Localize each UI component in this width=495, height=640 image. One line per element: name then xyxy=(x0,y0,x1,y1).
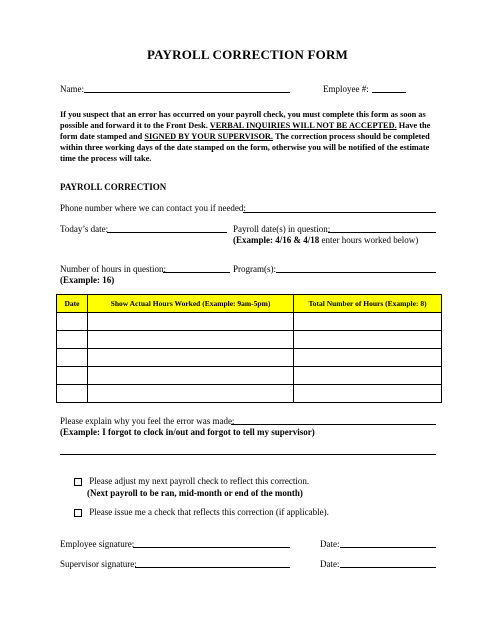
employee-signature-field[interactable] xyxy=(133,547,290,548)
name-label: Name: xyxy=(60,84,84,94)
total-hours-cell[interactable] xyxy=(294,385,442,403)
actual-hours-cell[interactable] xyxy=(88,313,294,331)
table-row xyxy=(57,367,442,385)
total-hours-cell[interactable] xyxy=(294,367,442,385)
supervisor-signature-field[interactable] xyxy=(135,567,290,568)
option-issue-check-text: Please issue me a check that reflects this correction (if applicable). xyxy=(89,507,329,517)
actual-hours-cell[interactable] xyxy=(88,331,294,349)
total-hours-cell[interactable] xyxy=(294,349,442,367)
todays-date-field[interactable] xyxy=(107,232,227,233)
table-header-row xyxy=(57,295,442,313)
date-cell[interactable] xyxy=(57,385,88,403)
total-hours-cell[interactable] xyxy=(294,331,442,349)
employee-number-field[interactable] xyxy=(372,92,406,93)
notice-supervisor: SIGNED BY YOUR SUPERVISOR. xyxy=(144,132,273,141)
explain-field[interactable] xyxy=(231,424,436,425)
name-field[interactable] xyxy=(84,92,290,93)
hours-label: Number of hours in question: xyxy=(60,264,166,274)
notice-text-1: If you suspect that an error has occurred on your payroll check, you must complete this form as soon as possible and forward it to the Front Desk. xyxy=(60,110,426,130)
table-row xyxy=(57,385,442,403)
explain-extra-line[interactable] xyxy=(60,454,436,455)
table-row xyxy=(57,331,442,349)
table-row xyxy=(57,313,442,331)
header-total-hours: Total Number of Hours (Example: 8) xyxy=(294,295,442,313)
phone-field[interactable] xyxy=(243,212,436,213)
header-date: Date xyxy=(57,295,88,313)
todays-date-label: Today’s date: xyxy=(60,224,109,234)
employee-number-label: Employee #: xyxy=(323,84,369,94)
adjust-next-checkbox[interactable] xyxy=(74,478,82,486)
option-adjust-next xyxy=(74,476,309,487)
payroll-dates-example xyxy=(233,235,418,246)
option-issue-check xyxy=(74,507,329,518)
issue-check-checkbox[interactable] xyxy=(74,509,82,517)
employee-signature-label: Employee signature: xyxy=(60,539,135,549)
hours-table xyxy=(56,294,442,403)
notice-paragraph xyxy=(60,109,445,164)
header-actual-hours: Show Actual Hours Worked (Example: 9am-5pm) xyxy=(88,295,294,313)
payroll-dates-example-tail: enter hours worked below) xyxy=(321,235,419,245)
payroll-dates-label: Payroll date(s) in question: xyxy=(233,224,331,234)
hours-example: (Example: 16) xyxy=(60,275,115,285)
program-label: Program(s): xyxy=(233,264,276,274)
actual-hours-cell[interactable] xyxy=(88,367,294,385)
phone-label: Phone number where we can contact you if needed: xyxy=(60,203,246,213)
total-hours-cell[interactable] xyxy=(294,313,442,331)
supervisor-signature-label: Supervisor signature: xyxy=(60,559,137,569)
notice-text-3: The correction process should be completed within three working days of the date stamped on the form, otherwise you will be notified of the estimate time the process will take. xyxy=(60,132,430,163)
payroll-dates-field[interactable] xyxy=(328,232,436,233)
actual-hours-cell[interactable] xyxy=(88,385,294,403)
supervisor-date-field[interactable] xyxy=(340,567,436,568)
option-adjust-next-note: (Next payroll to be ran, mid-month or end of the month) xyxy=(87,488,303,498)
supervisor-date-label: Date: xyxy=(320,559,340,569)
actual-hours-cell[interactable] xyxy=(88,349,294,367)
employee-date-field[interactable] xyxy=(340,547,436,548)
notice-text-2: Have the form date stamped and xyxy=(60,121,431,141)
form-title: PAYROLL CORRECTION FORM xyxy=(146,47,349,62)
explain-label: Please explain why you feel the error was made: xyxy=(60,416,235,426)
payroll-dates-example-bold: (Example: 4/16 & 4/18 xyxy=(233,235,320,245)
explain-example: (Example: I forgot to clock in/out and forgot to tell my supervisor) xyxy=(60,427,315,437)
date-cell[interactable] xyxy=(57,349,88,367)
table-row xyxy=(57,349,442,367)
section-heading: PAYROLL CORRECTION xyxy=(60,182,167,192)
hours-field[interactable] xyxy=(163,272,230,273)
date-cell[interactable] xyxy=(57,331,88,349)
employee-date-label: Date: xyxy=(320,539,340,549)
date-cell[interactable] xyxy=(57,367,88,385)
program-field[interactable] xyxy=(276,272,436,273)
option-adjust-next-text: Please adjust my next payroll check to reflect this correction. xyxy=(89,476,310,486)
notice-warning: VERBAL INQUIRIES WILL NOT BE ACCEPTED. xyxy=(209,121,397,130)
date-cell[interactable] xyxy=(57,313,88,331)
